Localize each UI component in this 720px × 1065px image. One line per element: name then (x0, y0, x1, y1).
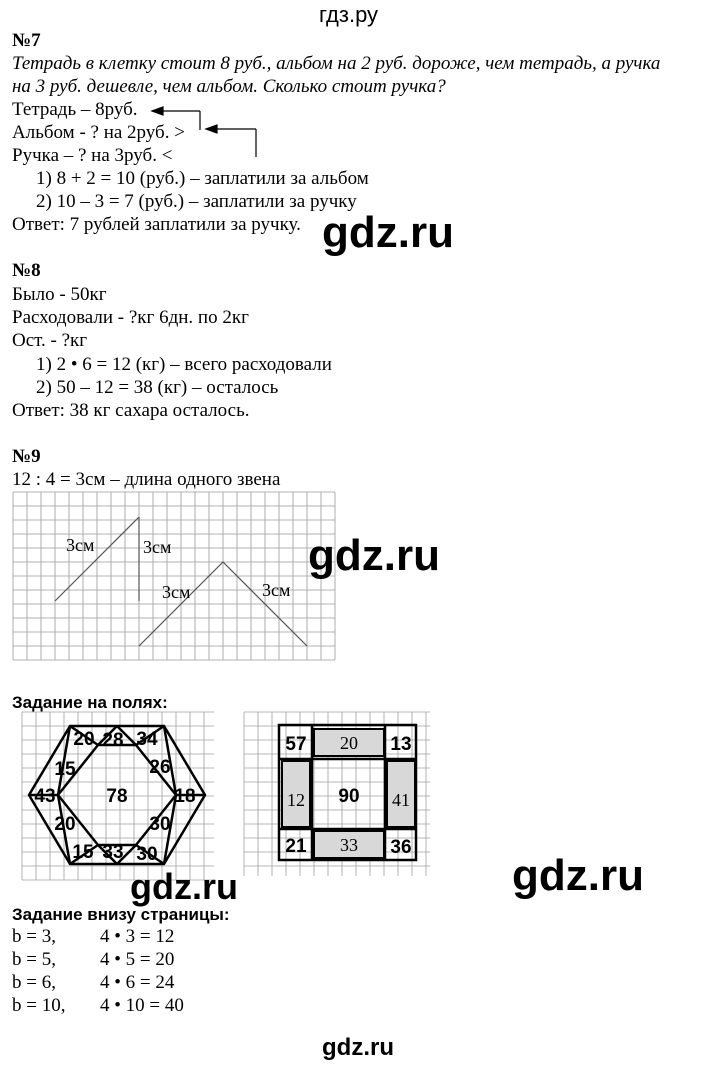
hexagon-value: 26 (149, 757, 171, 778)
task7-problem-line1: Тетрадь в клетку стоит 8 руб., альбом на 2 руб. дороже, чем тетрадь, а ручка (12, 53, 661, 74)
task7-step2: 2) 10 – 3 = 7 (руб.) – заплатили за ручку (36, 191, 357, 212)
bottom-row-expr: 4 • 6 = 24 (100, 972, 175, 993)
watermark: gdz.ru (512, 851, 644, 900)
task9-segment-label-2: 3см (143, 537, 172, 557)
hexagon-value: 18 (174, 786, 196, 807)
watermark: gdz.ru (322, 1034, 394, 1061)
task8-line2: Расходовали - ?кг 6дн. по 2кг (12, 307, 249, 328)
task7-title: №7 (12, 30, 41, 51)
task7-condition-notebook: Тетрадь – 8руб. (12, 99, 138, 120)
hexagon-value: 20 (73, 729, 95, 750)
hexagon-value: 20 (54, 814, 76, 835)
task9-segment-label-3: 3см (162, 582, 191, 602)
bottom-row-expr: 4 • 10 = 40 (100, 995, 184, 1016)
task7-step1: 1) 8 + 2 = 10 (руб.) – заплатили за альбом (36, 168, 369, 189)
bottom-row-expr: 4 • 3 = 12 (100, 926, 175, 947)
square-corner-value: 13 (390, 734, 412, 755)
bottom-row-b: b = 6, (12, 972, 56, 993)
task9-line1: 12 : 4 = 3см – длина одного звена (12, 469, 281, 490)
bottom-row-b: b = 10, (12, 995, 66, 1016)
watermark: gdz.ru (130, 866, 238, 907)
task8-step1: 1) 2 • 6 = 12 (кг) – всего расходовали (36, 354, 332, 375)
hexagon-value: 15 (72, 842, 94, 863)
square-side-value: 33 (340, 835, 358, 855)
bottom-row-b: b = 5, (12, 949, 56, 970)
task7-answer: Ответ: 7 рублей заплатили за ручку. (12, 214, 301, 235)
hexagon-value: 33 (102, 842, 124, 863)
square-corner-value: 21 (285, 836, 307, 857)
bottom-row-b: b = 3, (12, 926, 56, 947)
hexagon-value: 30 (149, 814, 171, 835)
square-side-value: 20 (340, 733, 358, 753)
bottom-task-title: Задание внизу страницы: (12, 905, 230, 924)
hexagon-value: 15 (54, 759, 76, 780)
task7-condition-album: Альбом - ? на 2руб. > (12, 122, 185, 143)
task8-title: №8 (12, 260, 41, 281)
task9-segment-label-1: 3см (66, 535, 95, 555)
square-corner-value: 57 (285, 734, 307, 755)
task7-condition-pen: Ручка – ? на 3руб. < (12, 145, 173, 166)
site-header: гдз.ру (319, 2, 379, 27)
hexagon-value: 43 (34, 786, 56, 807)
margin-task-title: Задание на полях: (12, 693, 168, 712)
square-side-value: 41 (392, 790, 410, 810)
square-side-value: 12 (287, 790, 305, 810)
watermark: gdz.ru (322, 208, 454, 257)
watermark: gdz.ru (308, 531, 440, 580)
square-center-value: 90 (338, 786, 360, 807)
task8-step2: 2) 50 – 12 = 38 (кг) – осталось (36, 377, 279, 398)
task9-title: №9 (12, 446, 41, 467)
task8-line3: Ост. - ?кг (12, 330, 88, 351)
task9-segment-label-4: 3см (262, 580, 291, 600)
hexagon-value: 34 (136, 729, 158, 750)
hexagon-value: 28 (102, 730, 124, 751)
square-corner-value: 36 (390, 837, 412, 858)
task7-problem-line2: на 3 руб. дешевле, чем альбом. Сколько стоит ручка? (12, 76, 446, 97)
hexagon-center-value: 78 (106, 786, 128, 807)
task8-line1: Было - 50кг (12, 284, 107, 305)
task8-answer: Ответ: 38 кг сахара осталось. (12, 400, 250, 421)
hexagon-value: 30 (136, 844, 158, 865)
bottom-row-expr: 4 • 5 = 20 (100, 949, 175, 970)
